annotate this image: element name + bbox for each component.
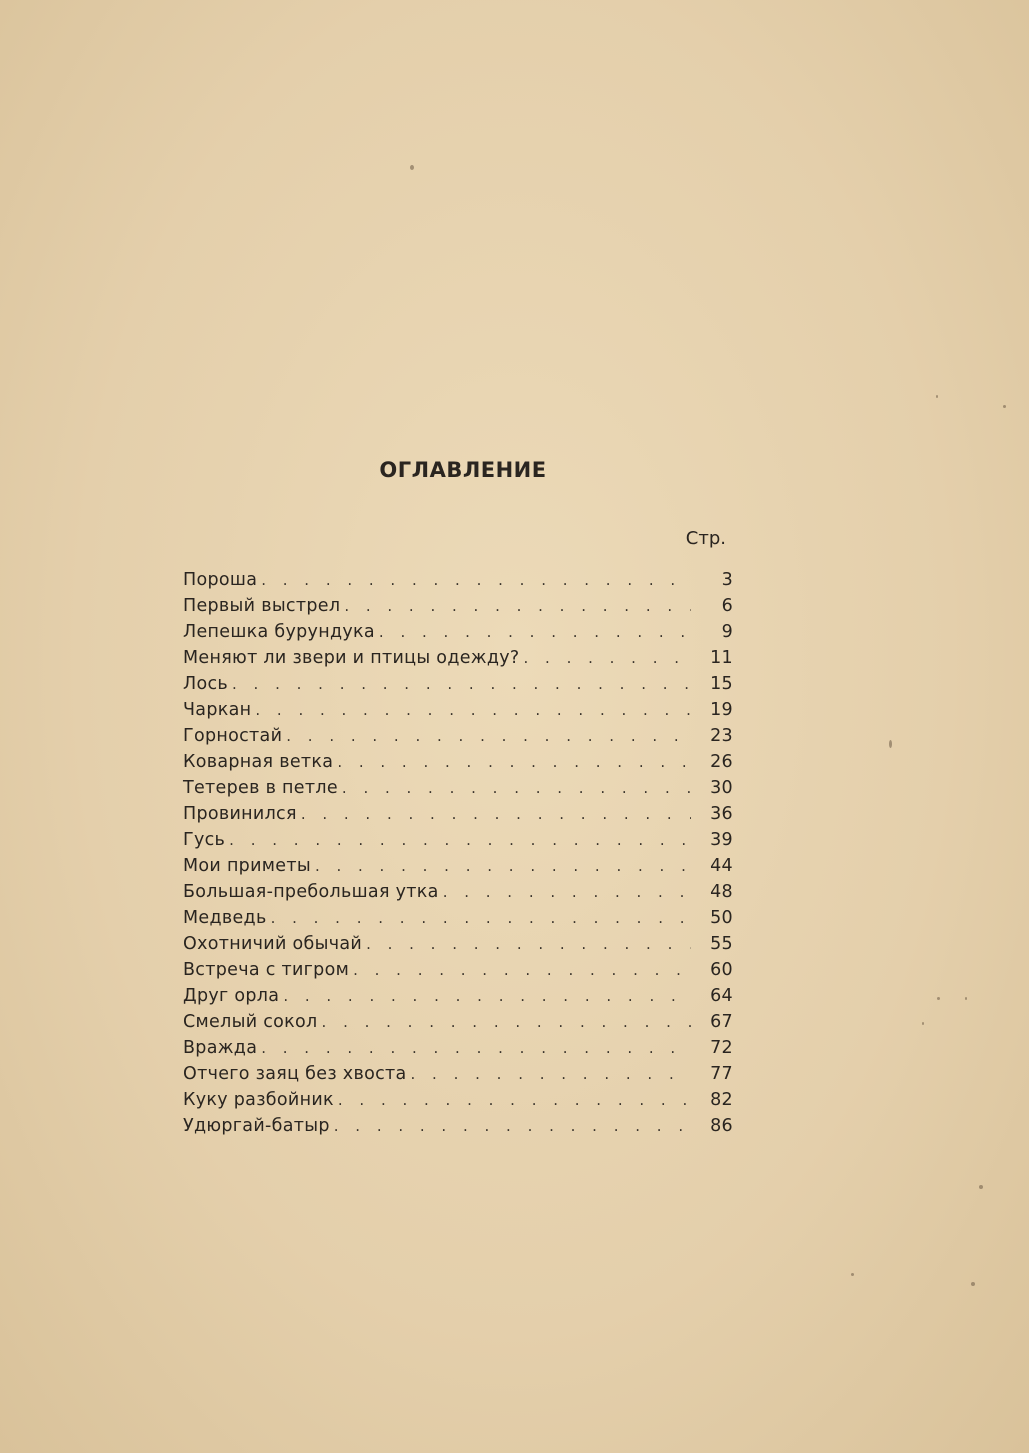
paper-speck [1003, 405, 1006, 408]
dot-leader [524, 649, 692, 667]
toc-entry [183, 1012, 733, 1038]
toc-entry [183, 1116, 733, 1142]
toc-entry-title: Лось [183, 674, 229, 694]
paper-speck [979, 1185, 983, 1189]
toc-entry-title: Охотничий обычай [183, 934, 363, 954]
toc-entry-title: Пороша [183, 570, 258, 590]
toc-entry [183, 1038, 733, 1064]
dot-leader [342, 779, 691, 797]
toc-entry [183, 752, 733, 778]
toc-entry-title: Куку разбойник [183, 1090, 334, 1110]
toc-entry-page: 77 [710, 1064, 733, 1084]
page-title: ОГЛАВЛЕНИЕ [379, 458, 547, 482]
toc-entry-page: 15 [710, 674, 733, 694]
toc-entry-page: 19 [710, 700, 733, 720]
toc-entry-page: 3 [721, 570, 733, 590]
toc-entry [183, 830, 733, 856]
toc-entry [183, 856, 733, 882]
toc-entry-page: 67 [710, 1012, 733, 1032]
toc-entry-title: Провинился [183, 804, 297, 824]
dot-leader [261, 1039, 691, 1057]
toc-entry-page: 64 [710, 986, 733, 1006]
toc-entry-page: 11 [710, 648, 733, 668]
toc-entry-title: Коварная ветка [183, 752, 334, 772]
toc-entry [183, 778, 733, 804]
paper-speck [937, 997, 940, 1000]
dot-leader [255, 701, 691, 719]
paper-speck [936, 395, 938, 398]
dot-leader [366, 935, 691, 953]
toc-entry [183, 804, 733, 830]
toc-entry-title: Горностай [183, 726, 283, 746]
toc-entry-page: 36 [710, 804, 733, 824]
dot-leader [411, 1065, 691, 1083]
toc-entry [183, 908, 733, 934]
paper-speck [851, 1273, 854, 1276]
toc-entry-page: 86 [710, 1116, 733, 1136]
dot-leader [334, 1117, 691, 1135]
toc-entry-title: Первый выстрел [183, 596, 341, 616]
table-of-contents [183, 570, 733, 1142]
toc-entry-title: Мои приметы [183, 856, 311, 876]
dot-leader [379, 623, 691, 641]
toc-entry-page: 30 [710, 778, 733, 798]
dot-leader [301, 805, 691, 823]
toc-entry-title: Удюргай-батыр [183, 1116, 330, 1136]
toc-entry-page: 44 [710, 856, 733, 876]
toc-entry-title: Вражда [183, 1038, 258, 1058]
toc-entry-title: Лепешка бурундука [183, 622, 375, 642]
toc-entry-title: Гусь [183, 830, 226, 850]
toc-entry-page: 72 [710, 1038, 733, 1058]
toc-entry-page: 23 [710, 726, 733, 746]
dot-leader [443, 883, 691, 901]
dot-leader [353, 961, 691, 979]
page-column-label: Стр. [685, 528, 726, 549]
toc-entry [183, 596, 733, 622]
toc-entry-page: 39 [710, 830, 733, 850]
dot-leader [286, 727, 691, 745]
toc-entry [183, 960, 733, 986]
toc-entry-title: Тетерев в петле [183, 778, 338, 798]
toc-entry [183, 882, 733, 908]
toc-entry [183, 674, 733, 700]
paper-speck [965, 997, 967, 1000]
toc-entry [183, 1064, 733, 1090]
paper-speck [889, 740, 892, 748]
dot-leader [337, 753, 691, 771]
toc-entry-page: 82 [710, 1090, 733, 1110]
toc-entry [183, 934, 733, 960]
dot-leader [338, 1091, 691, 1109]
toc-entry [183, 1090, 733, 1116]
toc-entry-title: Отчего заяц без хвоста [183, 1064, 407, 1084]
toc-entry [183, 986, 733, 1012]
toc-entry [183, 726, 733, 752]
toc-entry-title: Друг орла [183, 986, 280, 1006]
paper-speck [410, 165, 414, 170]
dot-leader [315, 857, 691, 875]
toc-entry [183, 570, 733, 596]
toc-entry-page: 9 [721, 622, 733, 642]
toc-entry [183, 648, 733, 674]
toc-entry [183, 622, 733, 648]
toc-entry-title: Большая-пребольшая утка [183, 882, 439, 902]
dot-leader [322, 1013, 691, 1031]
paper-speck [922, 1022, 924, 1025]
toc-entry-title: Меняют ли звери и птицы одежду? [183, 648, 520, 668]
dot-leader [344, 597, 691, 615]
toc-entry-page: 26 [710, 752, 733, 772]
paper-speck [971, 1282, 975, 1286]
dot-leader [283, 987, 691, 1005]
toc-entry-page: 48 [710, 882, 733, 902]
toc-entry-title: Медведь [183, 908, 267, 928]
toc-entry [183, 700, 733, 726]
dot-leader [232, 675, 691, 693]
toc-entry-title: Чаркан [183, 700, 252, 720]
toc-entry-page: 60 [710, 960, 733, 980]
toc-entry-title: Смелый сокол [183, 1012, 318, 1032]
dot-leader [261, 571, 691, 589]
dot-leader [271, 909, 691, 927]
toc-entry-page: 6 [721, 596, 733, 616]
toc-entry-page: 55 [710, 934, 733, 954]
toc-entry-title: Встреча с тигром [183, 960, 350, 980]
dot-leader [229, 831, 691, 849]
toc-entry-page: 50 [710, 908, 733, 928]
